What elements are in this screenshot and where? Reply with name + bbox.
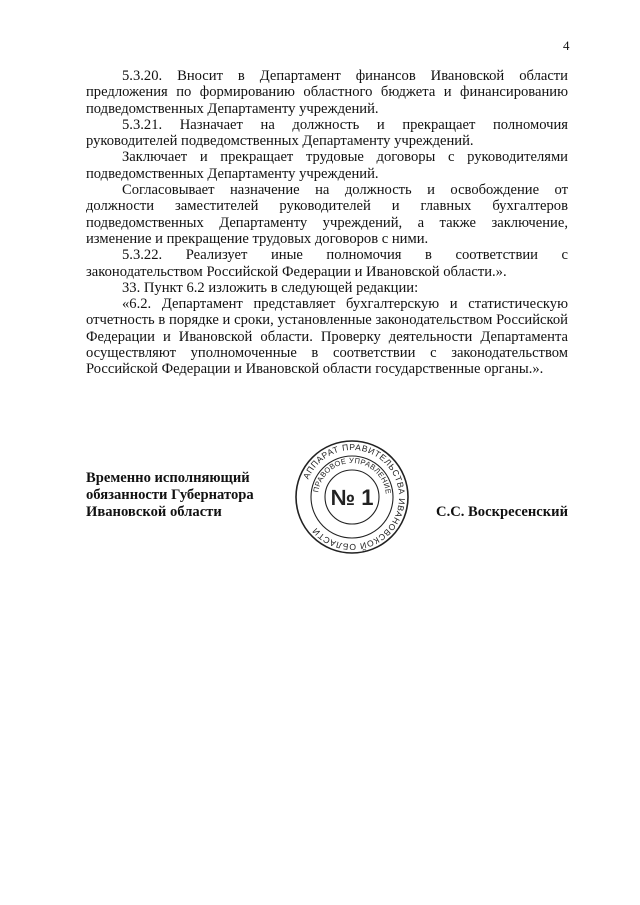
signatory-title-line: Ивановской области xyxy=(86,504,222,520)
signatory-name: С.С. Воскресенский xyxy=(436,504,568,520)
paragraph-approval: Согласовывает назначение на должность и освобождение от должности заместителей руководителей и главных бухгалтеров подведомственных Департаменту учреждений, а также заключение, изменение и прекращение трудовых договоров с ними. xyxy=(86,182,568,247)
signatory-title-line: Временно исполняющий xyxy=(86,470,250,486)
paragraph-5-3-22: 5.3.22. Реализует иные полномочия в соответствии с законодательством Российской Федерации и Ивановской области.». xyxy=(86,247,568,280)
paragraph-33: 33. Пункт 6.2 изложить в следующей редакции: xyxy=(122,279,419,296)
paragraph-6-2: «6.2. Департамент представляет бухгалтерскую и статистическую отчетность в порядке и сроки, установленные законодательством Российской Федерации и Ивановской области. Проверку деятельности Департамента осуществляют уполномоченные в соответствии с законодательством Российской Федерации и Ивановской области государственные органы.». xyxy=(86,296,568,378)
official-stamp xyxy=(294,439,410,555)
stamp-inner-text: ПРАВОВОЕ УПРАВЛЕНИЕ xyxy=(311,455,393,495)
signatory-title xyxy=(86,470,254,521)
document-body xyxy=(86,68,568,378)
stamp-number: № 1 xyxy=(330,485,374,510)
paragraph-5-3-21: 5.3.21. Назначает на должность и прекращает полномочия руководителей подведомственных Департаменту учреждений. xyxy=(86,116,568,150)
paragraph-5-3-20: 5.3.20. Вносит в Департамент финансов Ивановской области предложения по формированию областного бюджета и финансированию подведомственных Департаменту учреждений. xyxy=(86,68,568,117)
page-number: 4 xyxy=(563,38,570,53)
paragraph-contracts: Заключает и прекращает трудовые договоры с руководителями подведомственных Департаменту учреждений. xyxy=(86,149,568,182)
signatory-title-line: обязанности Губернатора xyxy=(86,487,254,503)
stamp-outer-text: АППАРАТ ПРАВИТЕЛЬСТВА ИВАНОВСКОЙ ОБЛАСТИ xyxy=(300,441,408,553)
